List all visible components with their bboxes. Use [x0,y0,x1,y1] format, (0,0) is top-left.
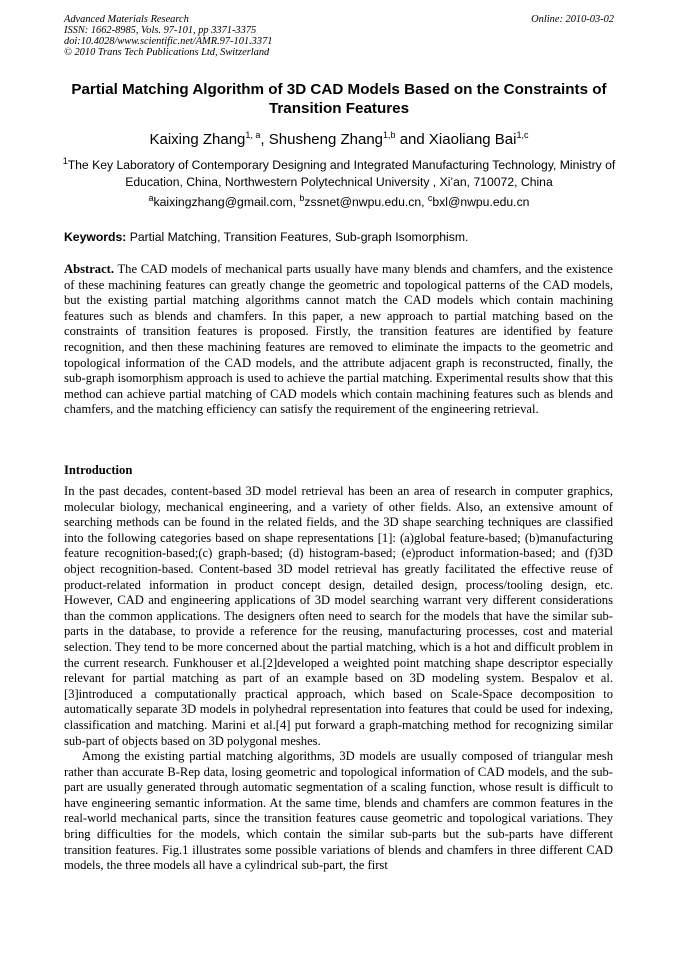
abstract [64,262,613,418]
body-paragraph: In the past decades, content-based 3D model retrieval has been an area of research in computer graphics, molecular biology, mechanical engineering, and a variety of other fields. Also, an extensive amount of searching methods can be found in the related fields, and the 3D shape searching techniques are classified into the following categories based on shape representations [1]: (a)global feature-based; (b)manufacturing feature recognition-based;(c) graph-based; (d) histogram-based; (e)product information-based; and (f)3D object recognition-based. Content-based 3D model retrieval has greatly facilitated the effective reuse of product-related information in product concept design, detailed design, process/tooling design, etc. However, CAD and engineering applications of 3D model searching warrant very different considerations than the common applications. The designers often need to search for the models that have the similar sub-parts in the database, to provide a reference for the reusing, manufacturing processes, cost and material selection. They tend to be more concerned about the partial matching, which is a hot and difficult problem in the current research. Funkhouser et al.[2]developed a weighted point matching shape descriptor especially relevant for partial matching as part of an example based on 3D modeling system. Bespalov et al.[3]introduced a computationally practical approach, which based on Scale-Space decomposition to automatically separate 3D models in polyhedral representation into features that could be used for indexing, classification and matching. Marini et al.[4] put forward a graph-matching method for recognizing similar sub-part of objects based on 3D polygonal meshes. [64,484,613,748]
author-name: Shusheng Zhang [268,131,384,148]
body-paragraph: Among the existing partial matching algorithms, 3D models are usually composed of triangular mesh rather than accurate B-Rep data, losing geometric and topological information of CAD models, and the sub-part are usually generated through automatic segmentation of a scaling function, whose result is difficult to have engineering semantic information. At the same time, blends and chamfers are common features in the real-world mechanical parts, since the transition features cause geometric and topological variations. They bring difficulties for the models, which contain the similar sub-parts but the sub-parts have different transition features. Fig.1 illustrates some possible variations of blends and chamfers in three different CAD models, the three models all have a cylindrical sub-part, the first [64,749,613,873]
email-mark: c [427,192,433,203]
abstract-text: The CAD models of mechanical parts usually have many blends and chamfers, and the existence of these machining features can greatly change the geometric and topological patterns of the CAD models, but the existing partial matching algorithms cannot match the CAD models which contain machining features such as blends and chamfers. In this paper, a new approach to partial matching based on the constraints of transition features is proposed. Firstly, the transition features are identified by feature recognition, and then these machining features are removed to eliminate the impacts to the geometric and topological information of the CAD models, and the attribute adjacent graph is reconstructed, finally, the sub-graph isomorphism approach is used to achieve the partial matching. Experimental results show that this method can achieve partial matching of CAD models which contain machining features such as blends and chamfers, and the matching efficiency can satisfy the requirement of the engineering retrieval. [64,262,613,417]
journal-doi: doi:10.4028/www.scientific.net/AMR.97-101.3371 [64,36,273,47]
online-date: Online: 2010-03-02 [531,14,614,25]
email-link: zssnet@nwpu.edu.cn, [304,195,428,209]
journal-issn: ISSN: 1662-8985, Vols. 97-101, pp 3371-3375 [64,25,257,36]
author-list [40,131,638,149]
email-link: bxl@nwpu.edu.cn [432,195,530,209]
introduction-heading: Introduction [64,463,133,477]
author-separator: , [260,131,269,148]
author-name: Xiaoliang Bai [428,131,517,148]
affiliation-mark: 1 [62,155,68,166]
author-name: Kaixing Zhang [149,131,246,148]
email-list [40,194,638,210]
email-mark: a [148,192,154,203]
email-mark: b [299,192,305,203]
journal-header [64,14,614,58]
abstract-label: Abstract. [64,262,115,276]
author-separator: and [395,131,429,148]
affiliation-text: The Key Laboratory of Contemporary Designing and Integrated Manufacturing Technology, Ministry of Education, China, Northwestern Polytechnical University , Xi’an, 710072, China [67,158,616,189]
author-affiliation-mark: 1,b [383,130,396,140]
paper-title: Partial Matching Algorithm of 3D CAD Models Based on the Constraints of Transition Features [71,81,607,117]
journal-copyright: © 2010 Trans Tech Publications Ltd, Switzerland [64,47,270,58]
author-affiliation-mark: 1,c [516,130,529,140]
author-affiliation-mark: 1, a [245,130,261,140]
keywords-text: Partial Matching, Transition Features, Sub-graph Isomorphism. [126,230,469,244]
affiliation [40,157,638,191]
keywords [64,229,616,245]
email-link: kaixingzhang@gmail.com, [153,195,300,209]
journal-name: Advanced Materials Research [64,14,189,25]
keywords-label: Keywords: [64,230,127,244]
introduction-body [64,484,613,874]
